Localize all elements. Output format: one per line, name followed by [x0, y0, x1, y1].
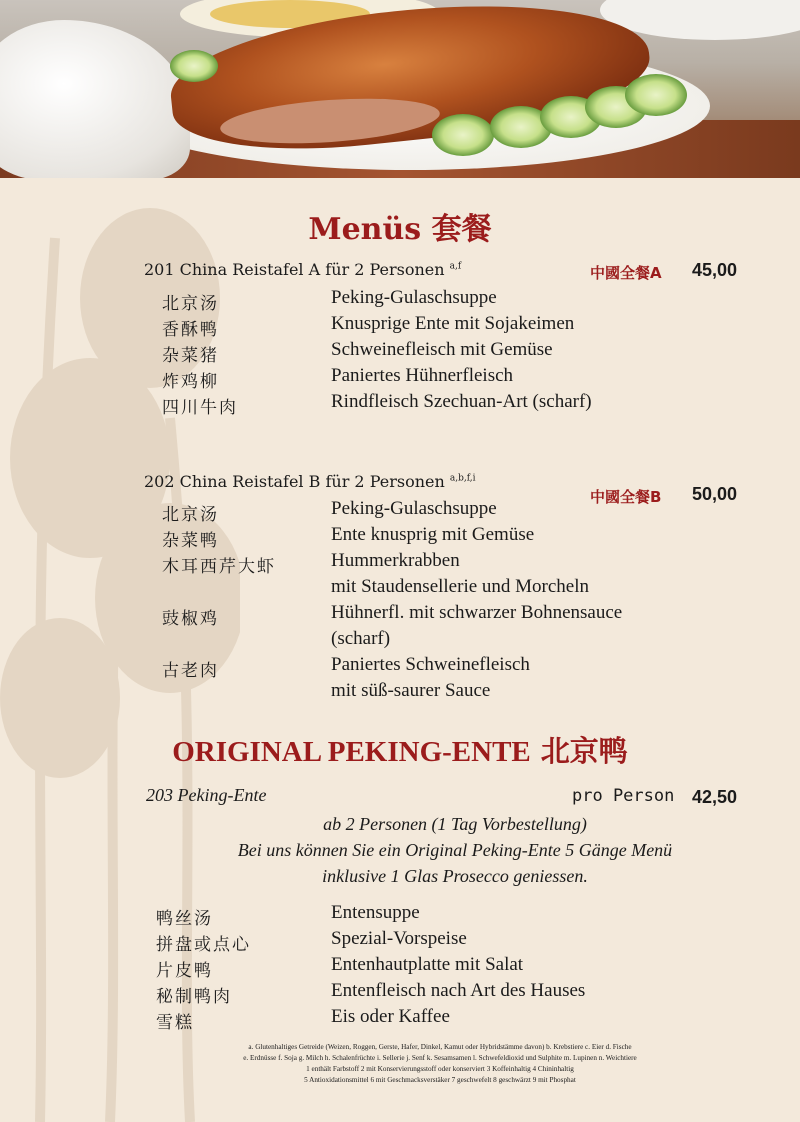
- peking-note: Bei uns können Sie ein Original Peking-Ente 5 Gänge Menü: [237, 840, 673, 860]
- set-a-dish-de: Peking-Gulaschsuppe: [331, 287, 497, 308]
- per-person-label: pro Person: [572, 786, 675, 806]
- additive-footnote: 5 Antioxidationsmittel 6 mit Geschmacksverstäker 7 geschwefelt 8 geschwärzt 9 mit Phosphat: [304, 1076, 576, 1084]
- set-b-allergens: a,b,f,i: [449, 473, 476, 484]
- cucumber-slice: [432, 114, 494, 156]
- set-b-heading: [144, 472, 475, 491]
- course-cn: 拼盘或点心: [156, 935, 251, 955]
- course-cn: 鸭丝汤: [156, 909, 213, 929]
- set-b-title: 202 China Reistafel B für 2 Personen: [144, 472, 445, 491]
- course-cn: 雪糕: [156, 1013, 194, 1033]
- set-b-dish-cn: 古老肉: [162, 661, 219, 681]
- peking-price: 42,50: [692, 787, 738, 807]
- hero-photo-peking-duck: [0, 0, 800, 178]
- peking-duck-heading: [0, 729, 800, 770]
- course-de: Entenhautplatte mit Salat: [331, 954, 524, 975]
- set-a-dish-de: Rindfleisch Szechuan-Art (scharf): [331, 391, 592, 412]
- set-b-dish-de: mit süß-saurer Sauce: [331, 680, 491, 701]
- allergen-footnote: e. Erdnüsse f. Soja g. Milch h. Schalenfrüchte i. Sellerie j. Senf k. Sesamsamen l. Schwefeldioxid und Sulphite m. Lupinen n. Weichtiere: [243, 1054, 637, 1062]
- set-b-dish-cn: 木耳西芹大虾: [162, 557, 276, 577]
- set-b-dish-cn: 豉椒鸡: [162, 609, 219, 629]
- cucumber-slice: [625, 74, 687, 116]
- course-de: Entenfleisch nach Art des Hauses: [331, 980, 586, 1001]
- set-b-dish-de: Hummerkrabben: [331, 550, 460, 571]
- set-a-dish-cn: 香酥鸭: [162, 320, 219, 340]
- course-cn: 片皮鸭: [156, 961, 213, 981]
- peking-note: inklusive 1 Glas Prosecco geniessen.: [322, 866, 588, 886]
- set-b-price: 50,00: [692, 484, 738, 504]
- set-b-dish-cn: 杂菜鸭: [162, 531, 219, 551]
- set-b-dish-de: Paniertes Schweinefleisch: [331, 654, 530, 675]
- cucumber-slice: [170, 50, 218, 82]
- menus-heading: Menüs 套餐: [308, 212, 492, 247]
- set-a-dish-de: Knusprige Ente mit Sojakeimen: [331, 313, 575, 334]
- course-de: Eis oder Kaffee: [331, 1006, 450, 1027]
- swan-decoration: [0, 20, 190, 178]
- additive-footnote: 1 enthält Farbstoff 2 mit Konservierungsstoff oder konserviert 3 Koffeinhaltig 4 Chininhaltig: [306, 1065, 574, 1073]
- peking-duck-title: ORIGINAL PEKING-ENTE: [172, 736, 531, 768]
- course-de: Entensuppe: [331, 902, 420, 923]
- course-de: Spezial-Vorspeise: [331, 928, 467, 949]
- course-cn: 秘制鸭肉: [156, 987, 232, 1007]
- peking-duck-title-cn: 北京鸭: [540, 734, 628, 768]
- set-a-heading: [144, 260, 461, 279]
- set-b-dish-cn: 北京汤: [162, 505, 219, 525]
- set-b-chinese-label: 中國全餐B: [590, 488, 662, 506]
- set-a-allergens: a,f: [449, 261, 462, 272]
- set-b-dish-de: (scharf): [331, 628, 391, 649]
- set-a-dish-cn: 北京汤: [162, 294, 219, 314]
- set-b-dish-de: Hühnerfl. mit schwarzer Bohnensauce: [331, 602, 623, 623]
- set-b-dish-de: mit Staudensellerie und Morcheln: [331, 576, 590, 597]
- set-a-dish-de: Paniertes Hühnerfleisch: [331, 365, 514, 386]
- set-a-title: 201 China Reistafel A für 2 Personen: [144, 260, 445, 279]
- peking-note: ab 2 Personen (1 Tag Vorbestellung): [323, 814, 587, 834]
- set-a-dish-cn: 炸鸡柳: [162, 372, 219, 392]
- set-a-price: 45,00: [692, 260, 738, 280]
- set-a-dish-cn: 杂菜猪: [162, 346, 219, 366]
- set-a-dish-cn: 四川牛肉: [162, 398, 238, 418]
- set-a-chinese-label: 中國全餐A: [590, 264, 662, 282]
- set-a-dish-de: Schweinefleisch mit Gemüse: [331, 339, 553, 360]
- allergen-footnote: a. Glutenhaltiges Getreide (Weizen, Roggen, Gerste, Hafer, Dinkel, Kamut oder Hybridstämme davon) b. Krebstiere c. Eier d. Fische: [248, 1043, 632, 1051]
- set-b-dish-de: Peking-Gulaschsuppe: [331, 498, 497, 519]
- set-b-dish-de: Ente knusprig mit Gemüse: [331, 524, 535, 545]
- peking-item-name: 203 Peking-Ente: [146, 785, 267, 805]
